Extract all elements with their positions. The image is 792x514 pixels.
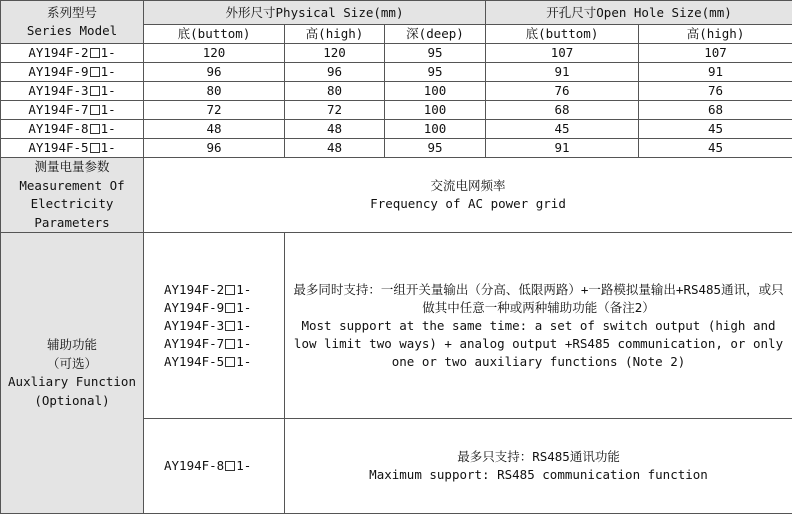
physical-size-header: 外形尺寸Physical Size(mm): [144, 1, 486, 25]
auxiliary-label-cn-1: 辅助功能: [47, 337, 97, 352]
table-row: [1, 44, 792, 63]
size-cell-w: 72: [144, 101, 285, 120]
placeholder-box-icon: [90, 143, 100, 153]
table-row: [1, 63, 792, 82]
measurement-label-en-3: Parameters: [34, 215, 109, 230]
size-cell-ow: 45: [486, 120, 639, 139]
size-cell-d: 100: [385, 82, 486, 101]
size-cell-oh: 45: [639, 120, 792, 139]
size-cell-w: 48: [144, 120, 285, 139]
placeholder-box-icon: [225, 285, 235, 295]
model-cell: AY194F-5 1-: [1, 139, 144, 158]
placeholder-box-icon: [90, 86, 100, 96]
col-open-high: 高(high): [639, 25, 792, 44]
measurement-value: [144, 158, 792, 233]
series-model-en: Series Model: [27, 23, 117, 38]
measurement-label-en-2: Electricity: [31, 196, 114, 211]
auxiliary-label-en-2: (Optional): [34, 393, 109, 408]
size-cell-ow: 68: [486, 101, 639, 120]
aux-group1-cn: 最多同时支持：一组开关量输出（分高、低限两路）+一路模拟量输出+RS485通讯，或只做其中任意一种或两种辅助功能（备注2）: [293, 282, 783, 315]
placeholder-box-icon: [225, 461, 235, 471]
measurement-value-en: Frequency of AC power grid: [370, 196, 566, 211]
col-bottom: 底(buttom): [144, 25, 285, 44]
table-row: [1, 82, 792, 101]
col-deep: 深(deep): [385, 25, 486, 44]
size-cell-oh: 76: [639, 82, 792, 101]
model-cell: AY194F-7 1-: [1, 101, 144, 120]
size-cell-oh: 107: [639, 44, 792, 63]
placeholder-box-icon: [90, 67, 100, 77]
placeholder-box-icon: [90, 124, 100, 134]
size-cell-h: 80: [285, 82, 385, 101]
measurement-label-cn: 测量电量参数: [34, 159, 109, 174]
aux-group1-en: Most support at the same time: a set of switch output (high and low limit two ways) + analog output +RS485 communication, or only one or two auxiliary functions (Note 2): [294, 318, 783, 369]
aux-group1-models: [144, 233, 285, 419]
table-row: [1, 120, 792, 139]
size-cell-d: 95: [385, 44, 486, 63]
list-item: AY194F-2 1-: [164, 281, 284, 299]
placeholder-box-icon: [225, 357, 235, 367]
series-model-header: [1, 1, 144, 44]
series-model-cn: 系列型号: [47, 5, 97, 20]
size-cell-h: 48: [285, 120, 385, 139]
table-row: [1, 101, 792, 120]
col-high: 高(high): [285, 25, 385, 44]
aux-group2-cn: 最多只支持：RS485通讯功能: [457, 449, 620, 464]
size-cell-d: 95: [385, 139, 486, 158]
measurement-label: [1, 158, 144, 233]
size-cell-ow: 76: [486, 82, 639, 101]
aux-group2-description: [285, 419, 792, 514]
size-cell-w: 80: [144, 82, 285, 101]
open-hole-size-header: 开孔尺寸Open Hole Size(mm): [486, 1, 792, 25]
list-item: AY194F-5 1-: [164, 353, 284, 371]
size-cell-h: 96: [285, 63, 385, 82]
size-cell-oh: 45: [639, 139, 792, 158]
size-cell-oh: 68: [639, 101, 792, 120]
size-cell-ow: 91: [486, 63, 639, 82]
size-cell-h: 120: [285, 44, 385, 63]
aux-group2-model: AY194F-8 1-: [144, 419, 285, 514]
aux-group1-description: [285, 233, 792, 419]
size-cell-w: 96: [144, 139, 285, 158]
placeholder-box-icon: [225, 321, 235, 331]
measurement-value-cn: 交流电网频率: [431, 178, 506, 193]
placeholder-box-icon: [90, 48, 100, 58]
auxiliary-label-en-1: Auxliary Function: [8, 374, 136, 389]
placeholder-box-icon: [225, 303, 235, 313]
list-item: AY194F-9 1-: [164, 299, 284, 317]
size-cell-oh: 91: [639, 63, 792, 82]
aux-group2-en: Maximum support: RS485 communication function: [369, 467, 708, 482]
size-cell-h: 48: [285, 139, 385, 158]
auxiliary-label: [1, 233, 144, 514]
list-item: AY194F-7 1-: [164, 335, 284, 353]
size-cell-w: 96: [144, 63, 285, 82]
size-cell-ow: 107: [486, 44, 639, 63]
list-item: AY194F-3 1-: [164, 317, 284, 335]
size-cell-d: 100: [385, 120, 486, 139]
size-cell-d: 95: [385, 63, 486, 82]
model-cell: AY194F-9 1-: [1, 63, 144, 82]
col-open-bottom: 底(buttom): [486, 25, 639, 44]
size-cell-d: 100: [385, 101, 486, 120]
size-cell-ow: 91: [486, 139, 639, 158]
model-cell: AY194F-3 1-: [1, 82, 144, 101]
placeholder-box-icon: [225, 339, 235, 349]
auxiliary-label-cn-2: （可选）: [47, 356, 97, 371]
size-cell-h: 72: [285, 101, 385, 120]
size-cell-w: 120: [144, 44, 285, 63]
table-row: [1, 139, 792, 158]
placeholder-box-icon: [90, 105, 100, 115]
model-cell: AY194F-8 1-: [1, 120, 144, 139]
model-cell: AY194F-2 1-: [1, 44, 144, 63]
measurement-label-en-1: Measurement Of: [19, 178, 124, 193]
